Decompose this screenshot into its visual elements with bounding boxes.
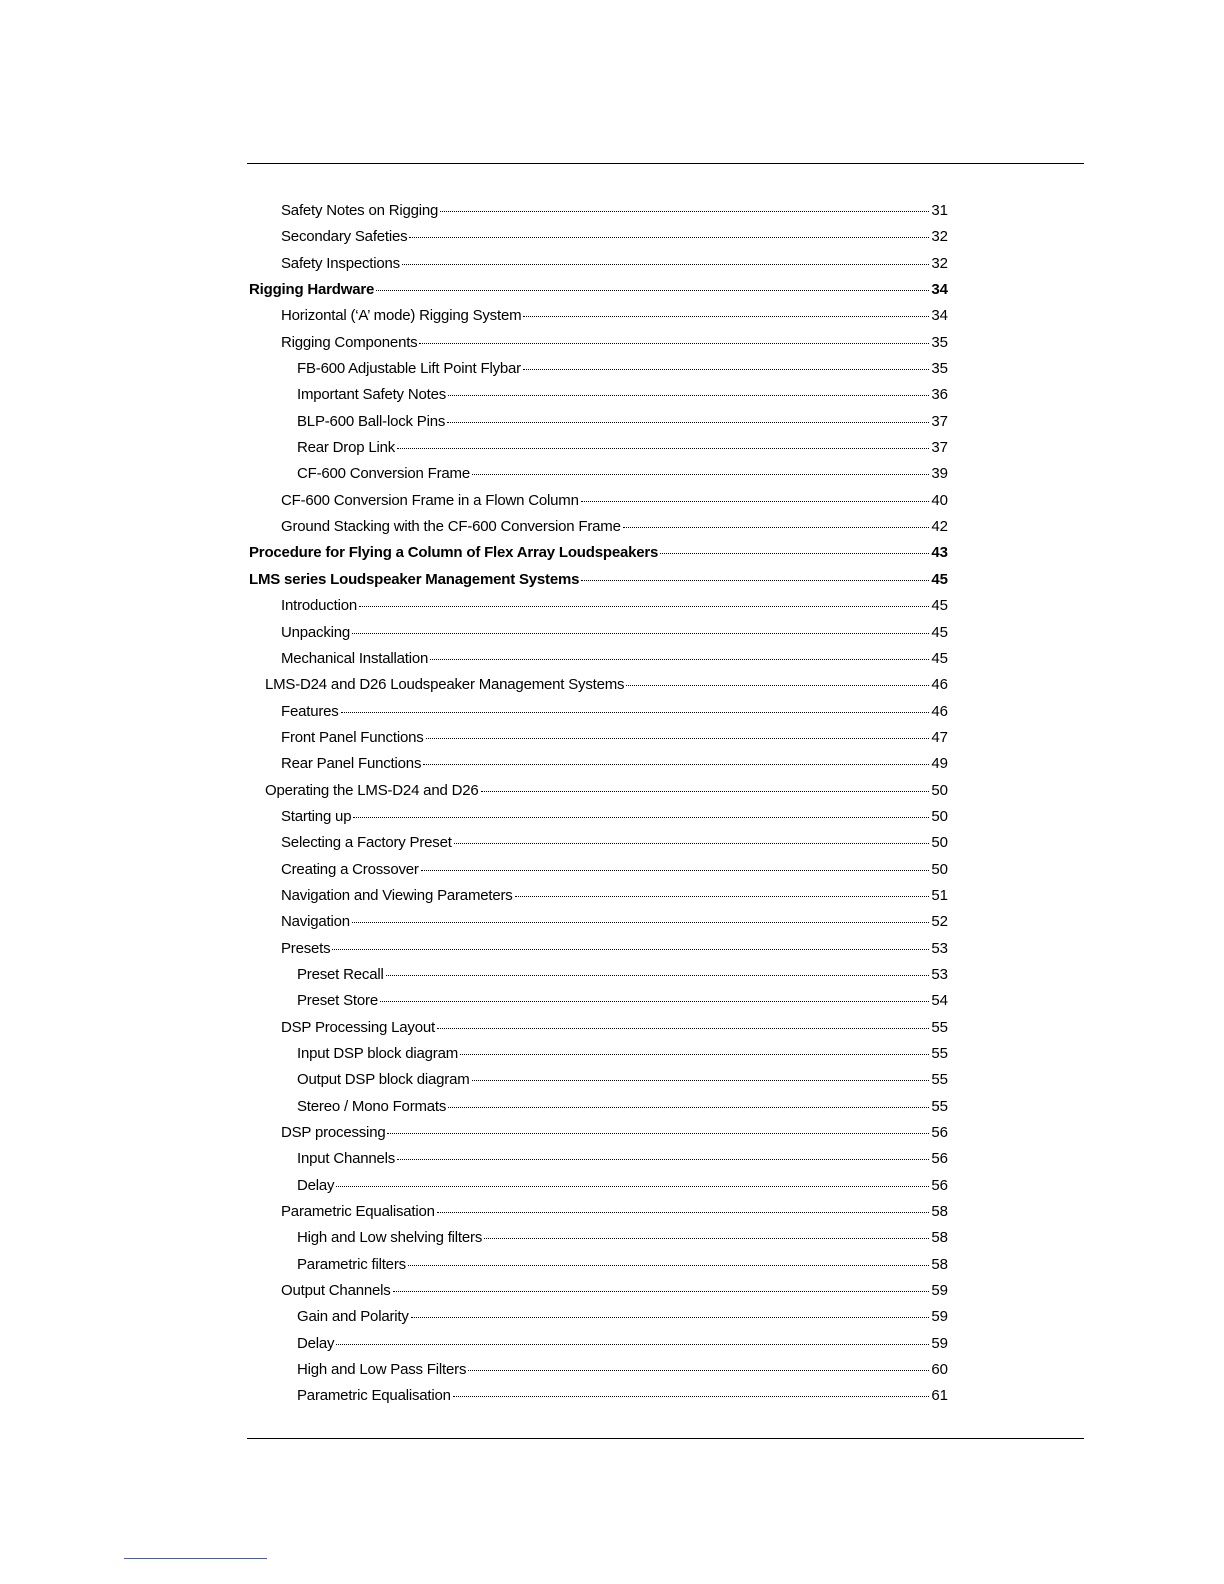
toc-entry[interactable] bbox=[249, 409, 948, 435]
toc-entry[interactable] bbox=[249, 356, 948, 382]
dot-leader bbox=[332, 945, 929, 950]
dot-leader bbox=[660, 549, 929, 554]
dot-leader bbox=[515, 892, 930, 897]
toc-entry[interactable] bbox=[249, 1331, 948, 1357]
toc-entry[interactable] bbox=[249, 1015, 948, 1041]
dot-leader bbox=[336, 1340, 929, 1345]
toc-entry[interactable] bbox=[249, 461, 948, 487]
dot-leader bbox=[623, 523, 930, 528]
toc-entry-title: High and Low Pass Filters bbox=[297, 1361, 467, 1379]
toc-entry-page-number: 51 bbox=[931, 886, 948, 904]
toc-entry-title: Horizontal (‘A’ mode) Rigging System bbox=[281, 307, 522, 325]
dot-leader bbox=[472, 470, 929, 475]
toc-entry[interactable] bbox=[249, 909, 948, 935]
toc-entry[interactable] bbox=[249, 883, 948, 909]
toc-entry[interactable] bbox=[249, 514, 948, 540]
toc-entry[interactable] bbox=[249, 672, 948, 698]
toc-entry[interactable] bbox=[249, 593, 948, 619]
toc-entry-title: Output Channels bbox=[281, 1282, 391, 1300]
dot-leader bbox=[426, 734, 930, 739]
dot-leader bbox=[454, 839, 930, 844]
dot-leader bbox=[481, 787, 930, 792]
toc-entry-page-number: 37 bbox=[931, 439, 948, 457]
dot-leader bbox=[408, 1261, 929, 1266]
dot-leader bbox=[523, 312, 929, 317]
footer-rule bbox=[247, 1438, 1084, 1439]
dot-leader bbox=[411, 1313, 930, 1318]
toc-entry-title: Rigging Hardware bbox=[249, 281, 375, 299]
dot-leader bbox=[440, 207, 929, 212]
toc-entry-title: LMS-D24 and D26 Loudspeaker Management Systems bbox=[265, 676, 625, 694]
toc-entry-page-number: 47 bbox=[931, 728, 948, 746]
toc-entry[interactable] bbox=[249, 1304, 948, 1330]
toc-entry[interactable] bbox=[249, 303, 948, 329]
toc-entry-page-number: 43 bbox=[931, 544, 948, 562]
toc-entry[interactable] bbox=[249, 962, 948, 988]
toc-entry-title: Introduction bbox=[281, 597, 357, 615]
toc-entry[interactable] bbox=[249, 251, 948, 277]
toc-entry-title: Parametric filters bbox=[297, 1255, 406, 1273]
toc-entry[interactable] bbox=[249, 988, 948, 1014]
toc-entry[interactable] bbox=[249, 1252, 948, 1278]
toc-entry-page-number: 45 bbox=[931, 570, 948, 588]
toc-entry-title: Presets bbox=[281, 939, 331, 957]
dot-leader bbox=[353, 813, 929, 818]
dot-leader bbox=[421, 866, 930, 871]
toc-entry-title: Creating a Crossover bbox=[281, 860, 419, 878]
toc-entry-page-number: 36 bbox=[931, 386, 948, 404]
toc-entry[interactable] bbox=[249, 540, 948, 566]
dot-leader bbox=[380, 997, 929, 1002]
toc-entry-title: Delay bbox=[297, 1176, 335, 1194]
toc-entry-title: Rigging Components bbox=[281, 333, 418, 351]
toc-entry-page-number: 50 bbox=[931, 807, 948, 825]
toc-entry-title: CF-600 Conversion Frame in a Flown Column bbox=[281, 491, 579, 509]
toc-entry-title: Front Panel Functions bbox=[281, 728, 424, 746]
dot-leader bbox=[376, 286, 929, 291]
toc-entry-title: Procedure for Flying a Column of Flex Array Loudspeakers bbox=[249, 544, 659, 562]
toc-entry[interactable] bbox=[249, 1094, 948, 1120]
toc-entry[interactable] bbox=[249, 330, 948, 356]
toc-entry[interactable] bbox=[249, 1199, 948, 1225]
toc-entry-title: Features bbox=[281, 702, 339, 720]
dot-leader bbox=[359, 602, 929, 607]
toc-entry[interactable] bbox=[249, 646, 948, 672]
toc-entry-title: Navigation bbox=[281, 913, 350, 931]
toc-entry-title: FB-600 Adjustable Lift Point Flybar bbox=[297, 360, 521, 378]
toc-entry[interactable] bbox=[249, 435, 948, 461]
dot-leader bbox=[409, 233, 929, 238]
dot-leader bbox=[453, 1392, 930, 1397]
dot-leader bbox=[523, 365, 929, 370]
toc-entry[interactable] bbox=[249, 936, 948, 962]
dot-leader bbox=[386, 971, 930, 976]
toc-entry-title: Delay bbox=[297, 1334, 335, 1352]
toc-entry-title: Input Channels bbox=[297, 1150, 396, 1168]
toc-entry-page-number: 49 bbox=[931, 755, 948, 773]
dot-leader bbox=[447, 418, 929, 423]
toc-entry[interactable] bbox=[249, 725, 948, 751]
toc-entry-page-number: 34 bbox=[931, 281, 948, 299]
dot-leader bbox=[460, 1050, 929, 1055]
toc-entry[interactable] bbox=[249, 751, 948, 777]
dot-leader bbox=[336, 1182, 929, 1187]
toc-entry-title: Rear Panel Functions bbox=[281, 755, 422, 773]
toc-entry-title: High and Low shelving filters bbox=[297, 1229, 483, 1247]
toc-entry[interactable] bbox=[249, 778, 948, 804]
dot-leader bbox=[393, 1287, 930, 1292]
toc-entry-page-number: 45 bbox=[931, 649, 948, 667]
toc-entry-title: Secondary Safeties bbox=[281, 228, 408, 246]
dot-leader bbox=[430, 655, 929, 660]
toc-entry-page-number: 55 bbox=[931, 1045, 948, 1062]
toc-entry[interactable] bbox=[249, 277, 948, 303]
toc-entry-title: Selecting a Factory Preset bbox=[281, 834, 452, 852]
toc-entry-page-number: 40 bbox=[931, 491, 948, 509]
toc-entry-page-number: 50 bbox=[931, 781, 948, 799]
toc-entry-title: Mechanical Installation bbox=[281, 649, 429, 667]
toc-entry-page-number: 37 bbox=[931, 412, 948, 430]
toc-entry-page-number: 55 bbox=[931, 1071, 948, 1089]
dot-leader bbox=[581, 497, 930, 502]
toc-entry-page-number: 34 bbox=[931, 307, 948, 325]
toc-entry-page-number: 54 bbox=[931, 992, 948, 1010]
toc-entry-page-number: 58 bbox=[931, 1203, 948, 1221]
toc-entry[interactable] bbox=[249, 1041, 948, 1067]
toc-entry-title: Input DSP block diagram bbox=[297, 1045, 459, 1062]
toc-entry-title: CF-600 Conversion Frame bbox=[297, 465, 470, 483]
toc-entry-title: Preset Store bbox=[297, 992, 378, 1010]
dot-leader bbox=[484, 1234, 929, 1239]
toc-entry-page-number: 32 bbox=[931, 254, 948, 272]
table-of-contents bbox=[249, 198, 948, 1410]
dot-leader bbox=[437, 1208, 930, 1213]
toc-entry[interactable] bbox=[249, 1120, 948, 1146]
toc-entry-page-number: 56 bbox=[931, 1176, 948, 1194]
toc-entry-page-number: 52 bbox=[931, 913, 948, 931]
toc-entry-page-number: 35 bbox=[931, 360, 948, 378]
dot-leader bbox=[387, 1129, 929, 1134]
toc-entry[interactable] bbox=[249, 1173, 948, 1199]
toc-entry-page-number: 53 bbox=[931, 939, 948, 957]
toc-entry[interactable] bbox=[249, 1225, 948, 1251]
toc-entry[interactable] bbox=[249, 1383, 948, 1409]
toc-entry-page-number: 46 bbox=[931, 702, 948, 720]
toc-entry[interactable] bbox=[249, 1357, 948, 1383]
toc-entry-title: Ground Stacking with the CF-600 Conversion Frame bbox=[281, 518, 621, 536]
toc-entry-page-number: 39 bbox=[931, 465, 948, 483]
toc-entry-page-number: 59 bbox=[931, 1334, 948, 1352]
toc-entry-title: DSP processing bbox=[281, 1124, 386, 1142]
toc-entry[interactable] bbox=[249, 1146, 948, 1172]
toc-entry-page-number: 60 bbox=[931, 1361, 948, 1379]
footnote-separator bbox=[124, 1558, 267, 1559]
toc-entry-title: Safety Notes on Rigging bbox=[281, 202, 439, 219]
toc-entry-title: Preset Recall bbox=[297, 965, 384, 983]
toc-entry[interactable] bbox=[249, 830, 948, 856]
toc-entry-page-number: 61 bbox=[931, 1387, 948, 1405]
toc-entry-page-number: 32 bbox=[931, 228, 948, 246]
toc-entry[interactable] bbox=[249, 620, 948, 646]
toc-entry[interactable] bbox=[249, 804, 948, 830]
toc-entry-title: BLP-600 Ball-lock Pins bbox=[297, 412, 446, 430]
toc-entry[interactable] bbox=[249, 488, 948, 514]
toc-entry-title: Important Safety Notes bbox=[297, 386, 447, 404]
dot-leader bbox=[341, 708, 930, 713]
toc-entry-page-number: 59 bbox=[931, 1282, 948, 1300]
dot-leader bbox=[423, 760, 929, 765]
toc-entry[interactable] bbox=[249, 382, 948, 408]
dot-leader bbox=[397, 1155, 929, 1160]
toc-entry-title: LMS series Loudspeaker Management Systems bbox=[249, 570, 580, 588]
toc-entry-page-number: 56 bbox=[931, 1150, 948, 1168]
toc-entry-title: Starting up bbox=[281, 807, 352, 825]
toc-entry-page-number: 59 bbox=[931, 1308, 948, 1326]
toc-entry[interactable] bbox=[249, 857, 948, 883]
toc-entry-page-number: 50 bbox=[931, 834, 948, 852]
toc-entry-page-number: 58 bbox=[931, 1229, 948, 1247]
toc-entry-title: Safety Inspections bbox=[281, 254, 400, 272]
toc-entry-page-number: 55 bbox=[931, 1097, 948, 1115]
toc-entry-title: DSP Processing Layout bbox=[281, 1018, 435, 1036]
toc-entry[interactable] bbox=[249, 1278, 948, 1304]
toc-entry-title: Navigation and Viewing Parameters bbox=[281, 886, 513, 904]
dot-leader bbox=[448, 1103, 929, 1108]
toc-entry-page-number: 31 bbox=[931, 202, 948, 219]
dot-leader bbox=[419, 339, 929, 344]
dot-leader bbox=[352, 629, 929, 634]
toc-entry[interactable] bbox=[249, 198, 948, 224]
dot-leader bbox=[626, 681, 929, 686]
dot-leader bbox=[397, 444, 929, 449]
toc-entry-title: Parametric Equalisation bbox=[297, 1387, 451, 1405]
toc-entry-title: Parametric Equalisation bbox=[281, 1203, 435, 1221]
dot-leader bbox=[352, 918, 929, 923]
dot-leader bbox=[468, 1366, 929, 1371]
toc-entry-page-number: 42 bbox=[931, 518, 948, 536]
toc-entry-title: Gain and Polarity bbox=[297, 1308, 409, 1326]
dot-leader bbox=[448, 391, 929, 396]
dot-leader bbox=[437, 1024, 929, 1029]
header-rule bbox=[247, 163, 1084, 164]
dot-leader bbox=[581, 576, 929, 581]
toc-entry-title: Output DSP block diagram bbox=[297, 1071, 470, 1089]
toc-entry-page-number: 35 bbox=[931, 333, 948, 351]
toc-entry-title: Unpacking bbox=[281, 623, 351, 641]
toc-entry-page-number: 58 bbox=[931, 1255, 948, 1273]
toc-entry-page-number: 45 bbox=[931, 597, 948, 615]
toc-entry[interactable] bbox=[249, 1067, 948, 1093]
toc-entry-page-number: 55 bbox=[931, 1018, 948, 1036]
toc-entry-page-number: 56 bbox=[931, 1124, 948, 1142]
toc-entry-page-number: 46 bbox=[931, 676, 948, 694]
toc-entry-page-number: 45 bbox=[931, 623, 948, 641]
toc-entry[interactable] bbox=[249, 567, 948, 593]
toc-entry-page-number: 50 bbox=[931, 860, 948, 878]
toc-entry-title: Rear Drop Link bbox=[297, 439, 396, 457]
toc-entry-title: Operating the LMS-D24 and D26 bbox=[265, 781, 479, 799]
dot-leader bbox=[402, 260, 929, 265]
dot-leader bbox=[472, 1076, 930, 1081]
toc-entry[interactable] bbox=[249, 699, 948, 725]
toc-entry[interactable] bbox=[249, 224, 948, 250]
toc-entry-title: Stereo / Mono Formats bbox=[297, 1097, 447, 1115]
toc-entry-page-number: 53 bbox=[931, 965, 948, 983]
